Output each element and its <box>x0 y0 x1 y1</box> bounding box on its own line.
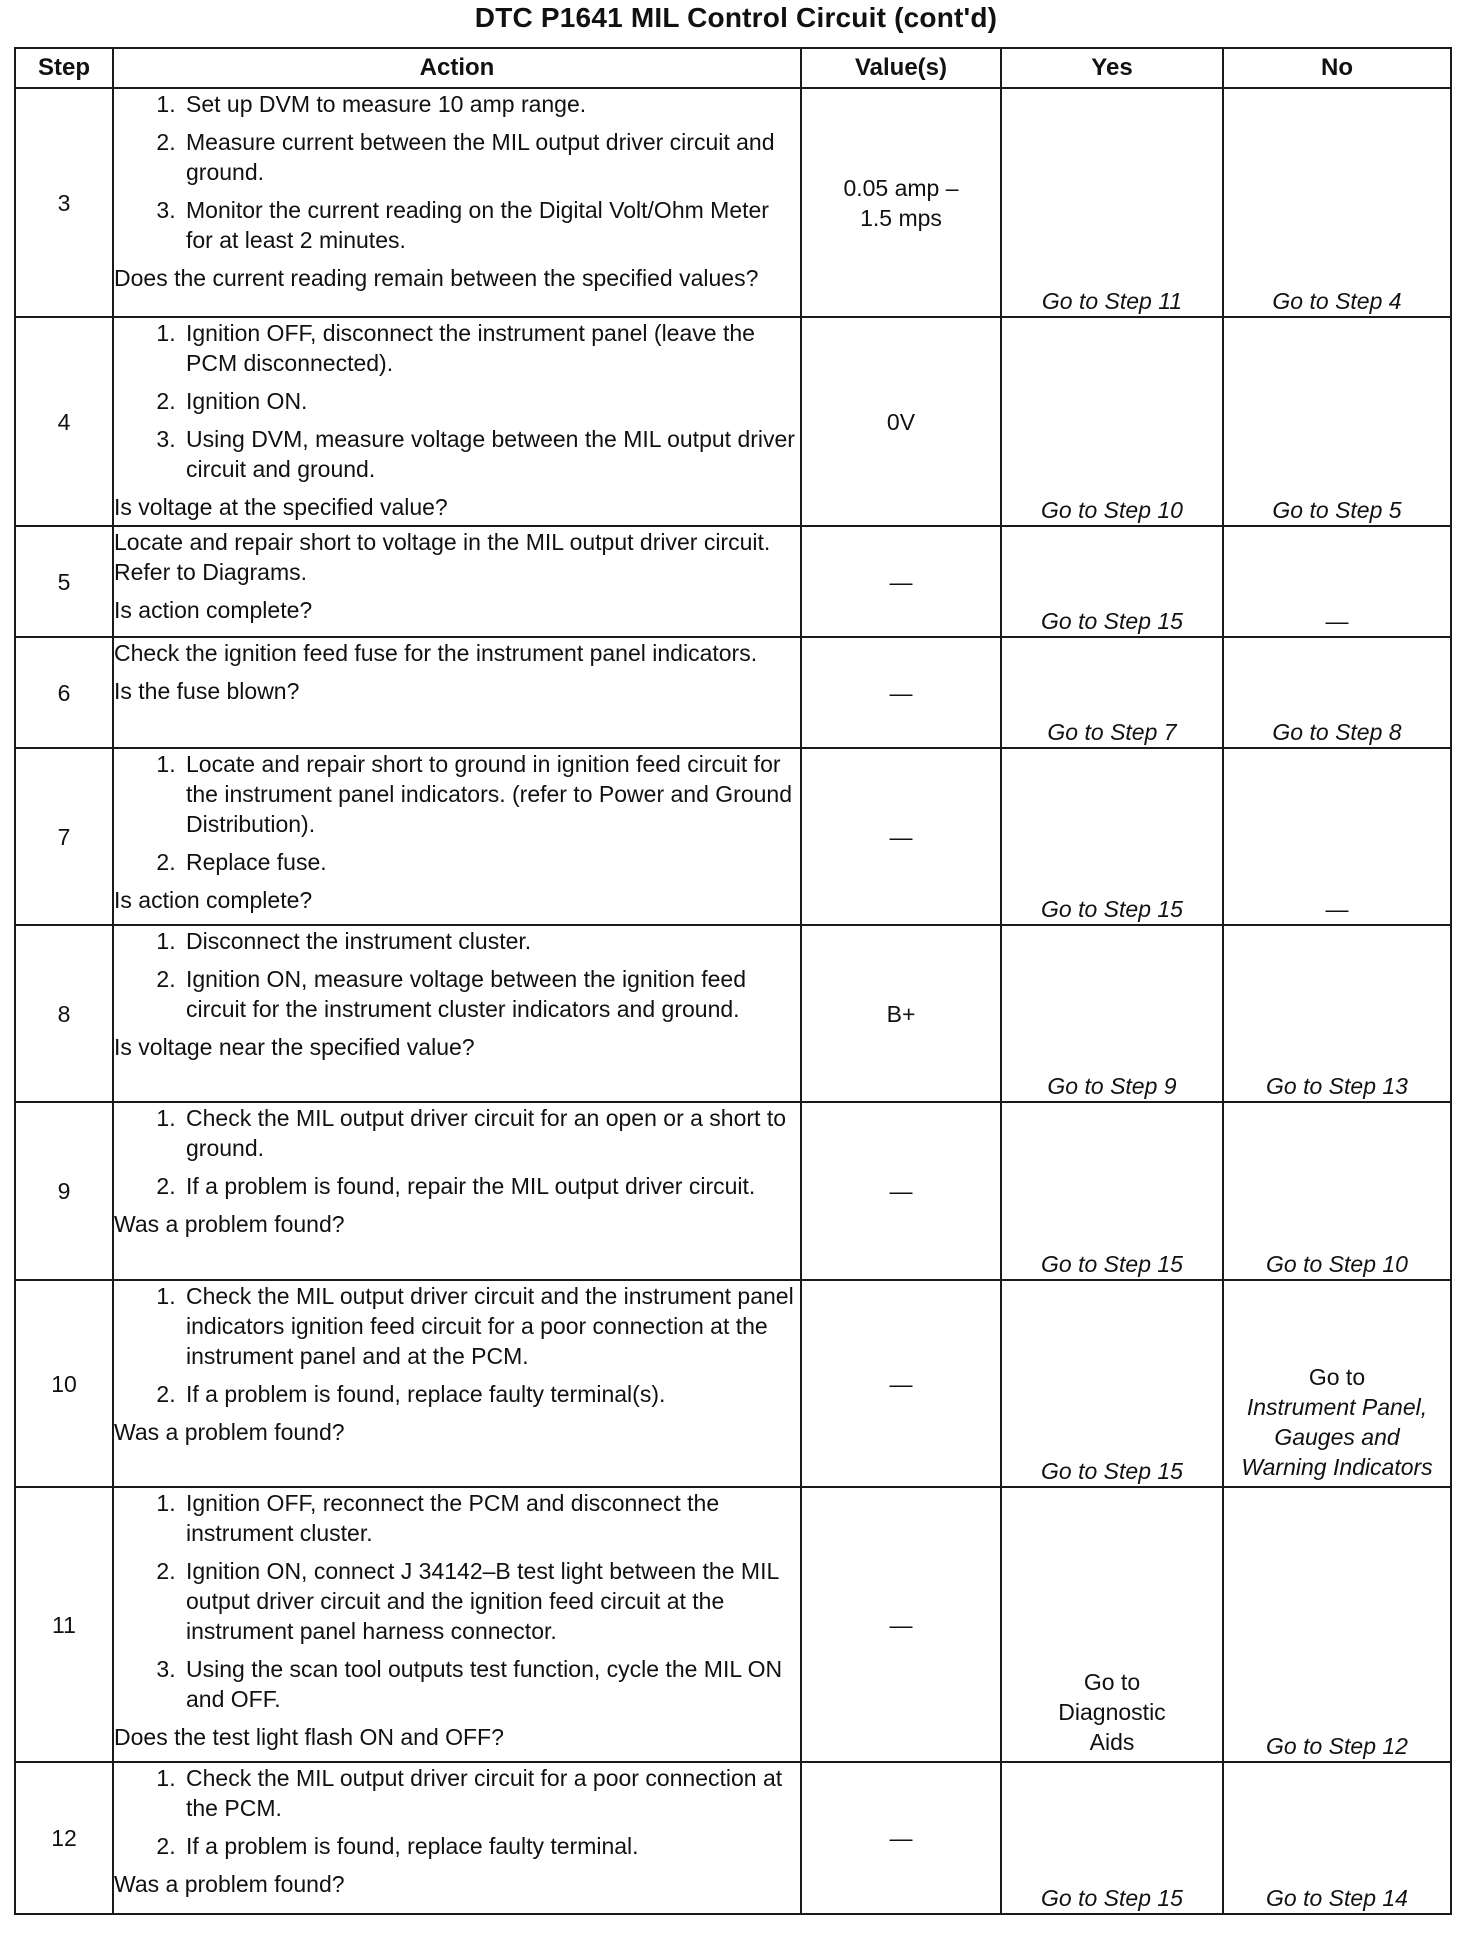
table-row <box>15 88 1451 317</box>
action-item: 1. Locate and repair short to ground in ignition feed circuit for the instrument panel indicators. (refer to Power and Ground Distribution). <box>182 749 800 839</box>
step-number: 8 <box>15 925 113 1102</box>
value-cell: B+ <box>801 925 1001 1102</box>
action-cell <box>113 637 801 748</box>
action-cell <box>113 1487 801 1762</box>
action-question: Is action complete? <box>114 887 313 913</box>
no-cell: Go to Step 10 <box>1223 1102 1451 1280</box>
header-values: Value(s) <box>801 48 1001 88</box>
table-row <box>15 317 1451 526</box>
action-text: Check the ignition feed fuse for the instrument panel indicators. <box>114 640 758 666</box>
table-row <box>15 637 1451 748</box>
action-cell <box>113 526 801 637</box>
table-row <box>15 925 1451 1102</box>
no-cell: Go to Step 8 <box>1223 637 1451 748</box>
step-number: 3 <box>15 88 113 317</box>
step-number: 6 <box>15 637 113 748</box>
table-row <box>15 1487 1451 1762</box>
step-number: 11 <box>15 1487 113 1762</box>
no-cell <box>1223 1280 1451 1487</box>
action-cell <box>113 1280 801 1487</box>
action-cell <box>113 1102 801 1280</box>
table-row <box>15 526 1451 637</box>
yes-cell: Go to Step 15 <box>1001 1102 1223 1280</box>
step-number: 9 <box>15 1102 113 1280</box>
action-cell <box>113 1762 801 1914</box>
yes-cell: Go to Step 11 <box>1001 88 1223 317</box>
no-cell: Go to Step 5 <box>1223 317 1451 526</box>
action-item: 3. Using the scan tool outputs test function, cycle the MIL ON and OFF. <box>182 1654 800 1714</box>
step-number: 4 <box>15 317 113 526</box>
value-cell: — <box>801 1762 1001 1914</box>
action-item: 2. Measure current between the MIL output driver circuit and ground. <box>182 127 800 187</box>
diagnostic-table <box>14 47 1452 1915</box>
header-row <box>15 48 1451 88</box>
action-steps <box>114 89 800 255</box>
yes-cell: Go to Step 15 <box>1001 748 1223 925</box>
value-cell: — <box>801 1102 1001 1280</box>
table-row <box>15 1102 1451 1280</box>
yes-cell: Go to Step 15 <box>1001 1762 1223 1914</box>
action-question: Was a problem found? <box>114 1871 345 1897</box>
yes-cell: Go to Step 10 <box>1001 317 1223 526</box>
header-no: No <box>1223 48 1451 88</box>
action-item: 2. If a problem is found, repair the MIL output driver circuit. <box>182 1171 800 1201</box>
action-question: Is voltage near the specified value? <box>114 1034 475 1060</box>
action-question: Does the test light flash ON and OFF? <box>114 1724 504 1750</box>
action-steps <box>114 926 800 1024</box>
value-cell: 0V <box>801 317 1001 526</box>
no-cell: Go to Step 14 <box>1223 1762 1451 1914</box>
page-title: DTC P1641 MIL Control Circuit (cont'd) <box>474 2 998 33</box>
action-item: 2. Ignition ON. <box>182 386 800 416</box>
step-number: 10 <box>15 1280 113 1487</box>
action-steps <box>114 1488 800 1714</box>
table-row <box>15 748 1451 925</box>
no-cell: Go to Step 4 <box>1223 88 1451 317</box>
header-yes: Yes <box>1001 48 1223 88</box>
action-steps <box>114 318 800 484</box>
yes-cell: Go to Step 7 <box>1001 637 1223 748</box>
action-steps <box>114 1103 800 1201</box>
action-question: Is voltage at the specified value? <box>114 494 448 520</box>
action-item: 1. Check the MIL output driver circuit for a poor connection at the PCM. <box>182 1763 800 1823</box>
value-cell: — <box>801 748 1001 925</box>
value-cell: — <box>801 526 1001 637</box>
table-row <box>15 1280 1451 1487</box>
no-cell-lead: Go to <box>1308 1364 1366 1390</box>
action-item: 2. If a problem is found, replace faulty terminal(s). <box>182 1379 800 1409</box>
no-cell: Go to Step 12 <box>1223 1487 1451 1762</box>
action-question: Was a problem found? <box>114 1211 345 1237</box>
header-step: Step <box>15 48 113 88</box>
value-cell: — <box>801 1487 1001 1762</box>
action-item: 1. Set up DVM to measure 10 amp range. <box>182 89 800 119</box>
header-action: Action <box>113 48 801 88</box>
action-item: 2. Replace fuse. <box>182 847 800 877</box>
yes-cell: Go to Step 15 <box>1001 526 1223 637</box>
action-item: 1. Check the MIL output driver circuit and the instrument panel indicators ignition feed circuit for a poor connection at the instrument panel and at the PCM. <box>182 1281 800 1371</box>
yes-cell: Go to Step 9 <box>1001 925 1223 1102</box>
action-item: 2. Ignition ON, measure voltage between the ignition feed circuit for the instrument cluster indicators and ground. <box>182 964 800 1024</box>
action-item: 3. Monitor the current reading on the Digital Volt/Ohm Meter for at least 2 minutes. <box>182 195 800 255</box>
yes-cell: Go to Step 15 <box>1001 1280 1223 1487</box>
step-number: 7 <box>15 748 113 925</box>
action-item: 1. Check the MIL output driver circuit for an open or a short to ground. <box>182 1103 800 1163</box>
table-row <box>15 1762 1451 1914</box>
action-steps <box>114 1763 800 1861</box>
no-cell: — <box>1223 748 1451 925</box>
action-steps <box>114 1281 800 1409</box>
action-cell <box>113 88 801 317</box>
action-item: 1. Ignition OFF, disconnect the instrument panel (leave the PCM disconnected). <box>182 318 800 378</box>
value-cell: — <box>801 1280 1001 1487</box>
action-cell <box>113 748 801 925</box>
action-item: 2. If a problem is found, replace faulty terminal. <box>182 1831 800 1861</box>
no-cell-reference: Instrument Panel, Gauges and Warning Indicators <box>1241 1394 1433 1480</box>
value-cell: 0.05 amp – 1.5 mps <box>801 88 1001 317</box>
no-cell: — <box>1223 526 1451 637</box>
action-item: 3. Using DVM, measure voltage between the MIL output driver circuit and ground. <box>182 424 800 484</box>
action-steps <box>114 749 800 877</box>
step-number: 12 <box>15 1762 113 1914</box>
action-cell <box>113 317 801 526</box>
action-question: Does the current reading remain between the specified values? <box>114 265 759 291</box>
step-number: 5 <box>15 526 113 637</box>
action-item: 2. Ignition ON, connect J 34142–B test light between the MIL output driver circuit and the ignition feed circuit at the instrument panel harness connector. <box>182 1556 800 1646</box>
no-cell: Go to Step 13 <box>1223 925 1451 1102</box>
action-text: Locate and repair short to voltage in the MIL output driver circuit. Refer to Diagrams. <box>114 529 771 585</box>
action-question: Is the fuse blown? <box>114 678 300 704</box>
action-item: 1. Ignition OFF, reconnect the PCM and disconnect the instrument cluster. <box>182 1488 800 1548</box>
action-cell <box>113 925 801 1102</box>
action-question: Is action complete? <box>114 597 313 623</box>
yes-cell: Go to Diagnostic Aids <box>1001 1487 1223 1762</box>
action-item: 1. Disconnect the instrument cluster. <box>182 926 800 956</box>
value-cell: — <box>801 637 1001 748</box>
action-question: Was a problem found? <box>114 1419 345 1445</box>
